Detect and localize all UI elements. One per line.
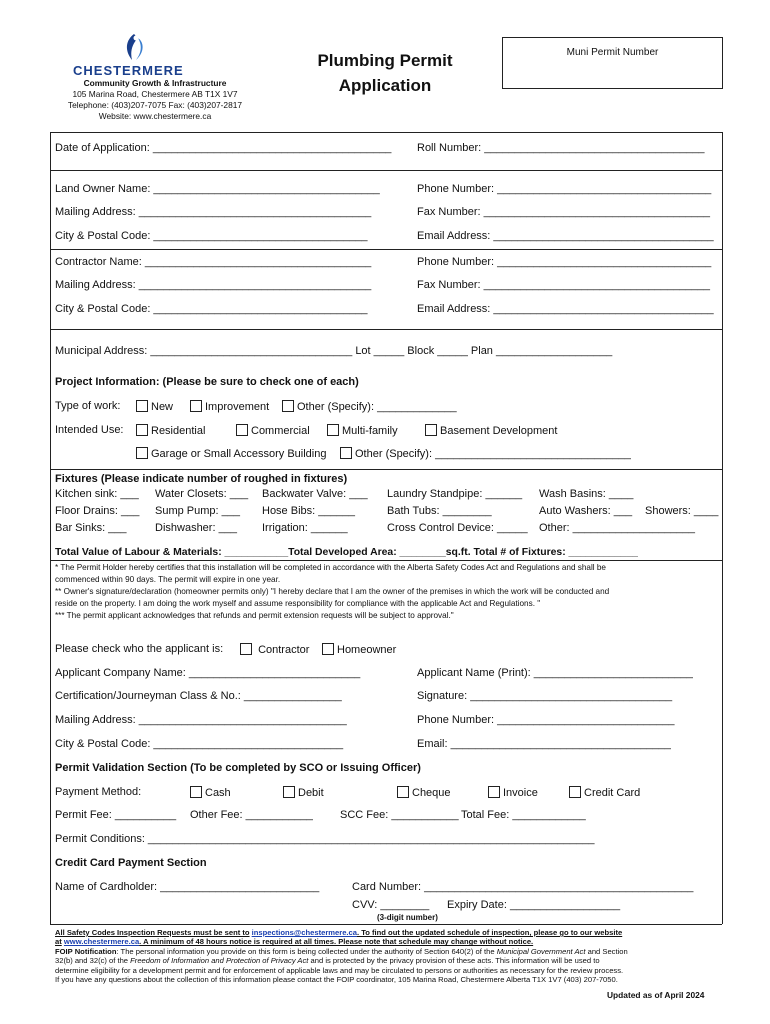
checkbox[interactable] <box>236 424 248 436</box>
contractor-phone-field[interactable]: Phone Number: ___________________________________ <box>417 256 712 268</box>
permit-fee-field[interactable]: Permit Fee: __________ <box>55 809 177 821</box>
frame-right <box>722 132 723 924</box>
bar-sinks-field[interactable]: Bar Sinks: ___ <box>55 522 127 534</box>
divider <box>50 924 722 925</box>
foip-text: 32(b) and 32(c) of the <box>55 956 129 966</box>
option-label: New <box>151 401 174 413</box>
intended-use-label: Intended Use: <box>55 424 124 436</box>
use-other-option[interactable] <box>340 447 631 460</box>
other-fixture-field[interactable]: Other: ____________________ <box>539 522 695 534</box>
footer-notice <box>55 928 628 984</box>
cvv-field[interactable]: CVV: ________ <box>352 899 430 911</box>
foip-text: and Section <box>587 946 628 956</box>
applicant-name-field[interactable]: Applicant Name (Print): __________________________ <box>417 667 693 679</box>
foip-act: Municipal Government Act <box>496 946 586 956</box>
option-label: Contractor <box>258 644 310 656</box>
title-line-2: Application <box>338 76 432 95</box>
applicant-mailing-field[interactable]: Mailing Address: __________________________________ <box>55 714 347 726</box>
cardholder-name-field[interactable]: Name of Cardholder: __________________________ <box>55 881 320 893</box>
note-line: commenced within 90 days. The permit will expire in one year. <box>55 575 281 584</box>
option-label: Residential <box>151 425 206 437</box>
foip-text: If you have any questions about the collection of this information please contact the FOIP coordinator, 105 Marina Road, Chestermere Alberta T1X 1V7 (403) 207-7050. <box>55 975 618 985</box>
certification-field[interactable]: Certification/Journeyman Class & No.: ________________ <box>55 690 342 702</box>
org-website: Website: www.chestermere.ca <box>98 111 212 121</box>
water-closets-field[interactable]: Water Closets: ___ <box>155 488 249 500</box>
floor-drains-field[interactable]: Floor Drains: ___ <box>55 505 140 517</box>
sump-pump-field[interactable]: Sump Pump: ___ <box>155 505 240 517</box>
divider <box>50 249 722 250</box>
total-fee-field[interactable]: Total Fee: ____________ <box>461 809 586 821</box>
divider <box>50 560 722 561</box>
backwater-valve-field[interactable]: Backwater Valve: ___ <box>262 488 368 500</box>
divider <box>50 469 722 470</box>
checkbox[interactable] <box>327 424 339 436</box>
foip-act: Freedom of Information and Protection of Privacy Act <box>130 956 309 966</box>
auto-washers-field[interactable]: Auto Washers: ___ <box>539 505 633 517</box>
website-link[interactable]: www.chestermere.ca <box>63 937 140 947</box>
note-line: * The Permit Holder hereby certifies that this installation will be completed in accordance with the Alberta Safety Codes Act and Regulations and shall be <box>55 563 606 572</box>
date-of-application-field[interactable]: Date of Application: _______________________________________ <box>55 142 392 154</box>
irrigation-field[interactable]: Irrigation: ______ <box>262 522 348 534</box>
divider <box>50 329 722 330</box>
checkbox[interactable] <box>136 424 148 436</box>
checkbox[interactable] <box>136 400 148 412</box>
payment-debit-option[interactable] <box>283 786 324 799</box>
frame-left <box>50 132 51 924</box>
checkbox[interactable] <box>136 447 148 459</box>
owner-mailing-field[interactable]: Mailing Address: ______________________________________ <box>55 206 372 218</box>
muni-permit-box[interactable] <box>502 37 723 89</box>
applicant-email-field[interactable]: Email: ____________________________________ <box>417 738 671 750</box>
note-line: reside on the property. I am doing the work myself and assume responsibility for compliance with the applicable Act and Regulations. " <box>55 599 541 608</box>
wash-basins-field[interactable]: Wash Basins: ____ <box>539 488 634 500</box>
applicant-phone-field[interactable]: Phone Number: _____________________________ <box>417 714 675 726</box>
use-garage-option[interactable] <box>136 447 326 460</box>
chestermere-logo <box>112 32 156 67</box>
option-label: Other (Specify): _____________ <box>297 401 457 413</box>
type-of-work-label: Type of work: <box>55 400 121 412</box>
owner-email-field[interactable]: Email Address: ____________________________________ <box>417 230 714 242</box>
org-name: Community Growth & Infrastructure <box>83 78 227 88</box>
showers-field[interactable]: Showers: ____ <box>645 505 719 517</box>
payment-method-label: Payment Method: <box>55 786 142 798</box>
permit-conditions-field[interactable]: Permit Conditions: _________________________________________________________________________ <box>55 833 595 845</box>
foip-text: determine eligibility for a development permit and for enforcement of applicable laws and may be circulated to persons or authorities as necessary for the review process. <box>55 965 624 975</box>
logo-icon <box>112 32 156 62</box>
type-other-option[interactable] <box>282 400 457 413</box>
land-owner-name-field[interactable]: Land Owner Name: _____________________________________ <box>55 183 380 195</box>
type-improvement-option[interactable] <box>190 400 269 413</box>
owner-phone-field[interactable]: Phone Number: ___________________________________ <box>417 183 712 195</box>
checkbox[interactable] <box>425 424 437 436</box>
option-label: Cash <box>205 787 231 799</box>
option-label: Garage or Small Accessory Building <box>151 448 327 460</box>
checkbox[interactable] <box>240 643 252 655</box>
applicant-homeowner-option[interactable] <box>322 643 396 656</box>
applicant-type-label: Please check who the applicant is: <box>55 643 224 655</box>
dishwasher-field[interactable]: Dishwasher: ___ <box>155 522 237 534</box>
totals-line[interactable]: Total Value of Labour & Materials: ___________Total Developed Area: ________sq.ft. Total # of Fixtures: ____________ <box>55 547 638 558</box>
option-label: Homeowner <box>337 644 397 656</box>
credit-card-heading: Credit Card Payment Section <box>55 857 207 869</box>
foip-text: : The personal information you provide on this form is being collected under the authority of Section 640(2) of the <box>116 946 495 956</box>
org-address: 105 Marina Road, Chestermere AB T1X 1V7 <box>72 89 238 99</box>
certification-notes <box>55 562 609 622</box>
checkbox[interactable] <box>282 400 294 412</box>
option-label: Credit Card <box>584 787 641 799</box>
divider <box>50 132 722 133</box>
use-multifamily-option[interactable] <box>327 424 398 437</box>
use-commercial-option[interactable] <box>236 424 310 437</box>
updated-date: Updated as of April 2024 <box>607 990 705 1000</box>
note-line: *** The permit applicant acknowledges that refunds and permit extension requests will be subject to approval." <box>55 611 454 620</box>
foip-label: FOIP Notification <box>55 946 117 956</box>
option-label: Improvement <box>205 401 270 413</box>
org-phone: Telephone: (403)207-7075 Fax: (403)207-2817 <box>67 100 243 110</box>
applicant-contractor-option[interactable] <box>240 643 309 656</box>
inspection-email-link[interactable]: inspections@chestermere.ca <box>251 928 357 937</box>
owner-fax-field[interactable]: Fax Number: _____________________________________ <box>417 206 710 218</box>
cross-control-field[interactable]: Cross Control Device: _____ <box>387 522 528 534</box>
expiry-date-field[interactable]: Expiry Date: __________________ <box>447 899 621 911</box>
option-label: Basement Development <box>440 425 558 437</box>
at-text: at <box>55 937 62 947</box>
muni-permit-label: Muni Permit Number <box>566 47 659 58</box>
checkbox[interactable] <box>322 643 334 655</box>
validation-heading: Permit Validation Section (To be completed by SCO or Issuing Officer) <box>55 762 421 774</box>
signature-field[interactable]: Signature: _________________________________ <box>417 690 673 702</box>
inspection-request-text: All Safety Codes Inspection Requests must be sent to <box>55 928 250 937</box>
cvv-digit-note: (3-digit number) <box>377 913 438 922</box>
checkbox[interactable] <box>488 786 500 798</box>
fixtures-heading: Fixtures (Please indicate number of roughed in fixtures) <box>55 473 348 485</box>
contractor-email-field[interactable]: Email Address: ____________________________________ <box>417 303 714 315</box>
checkbox[interactable] <box>340 447 352 459</box>
foip-text: and is protected by the privacy provision of these acts. This information will be used to <box>310 956 600 966</box>
payment-credit-card-option[interactable] <box>569 786 640 799</box>
bath-tubs-field[interactable]: Bath Tubs: ________ <box>387 505 492 517</box>
option-label: Other (Specify): ________________________________ <box>355 448 631 460</box>
title-line-1: Plumbing Permit <box>317 51 453 70</box>
type-new-option[interactable] <box>136 400 173 413</box>
other-fee-field[interactable]: Other Fee: ___________ <box>190 809 313 821</box>
checkbox[interactable] <box>190 400 202 412</box>
use-basement-option[interactable] <box>425 424 557 437</box>
contractor-mailing-field[interactable]: Mailing Address: ______________________________________ <box>55 279 372 291</box>
checkbox[interactable] <box>569 786 581 798</box>
option-label: Invoice <box>503 787 538 799</box>
card-number-field[interactable]: Card Number: ____________________________________________ <box>352 881 694 893</box>
contractor-fax-field[interactable]: Fax Number: _____________________________________ <box>417 279 710 291</box>
hose-bibs-field[interactable]: Hose Bibs: ______ <box>262 505 355 517</box>
option-label: Commercial <box>251 425 310 437</box>
owner-city-field[interactable]: City & Postal Code: ___________________________________ <box>55 230 368 242</box>
page-title <box>300 48 470 98</box>
logo-name: CHESTERMERE <box>73 63 184 78</box>
use-residential-option[interactable] <box>136 424 205 437</box>
contractor-name-field[interactable]: Contractor Name: _____________________________________ <box>55 256 372 268</box>
kitchen-sink-field[interactable]: Kitchen sink: ___ <box>55 488 139 500</box>
payment-cash-option[interactable] <box>190 786 231 799</box>
project-info-heading: Project Information: (Please be sure to check one of each) <box>55 376 359 388</box>
applicant-company-field[interactable]: Applicant Company Name: ____________________________ <box>55 667 361 679</box>
option-label: Debit <box>298 787 324 799</box>
applicant-city-field[interactable]: City & Postal Code: _______________________________ <box>55 738 344 750</box>
checkbox[interactable] <box>283 786 295 798</box>
notice-text: . A minimum of 48 hours notice is required at all times. Please note that schedule may change without notice. <box>139 937 534 947</box>
payment-invoice-option[interactable] <box>488 786 538 799</box>
laundry-standpipe-field[interactable]: Laundry Standpipe: ______ <box>387 488 523 500</box>
payment-cheque-option[interactable] <box>397 786 451 799</box>
option-label: Multi-family <box>342 425 398 437</box>
checkbox[interactable] <box>190 786 202 798</box>
option-label: Cheque <box>412 787 451 799</box>
divider <box>50 170 722 171</box>
municipal-address-field[interactable]: Municipal Address: _________________________________ Lot _____ Block _____ Plan ___________________ <box>55 345 613 357</box>
roll-number-field[interactable]: Roll Number: ____________________________________ <box>417 142 705 154</box>
scc-fee-field[interactable]: SCC Fee: ___________ <box>340 809 459 821</box>
contractor-city-field[interactable]: City & Postal Code: ___________________________________ <box>55 303 368 315</box>
inspection-schedule-text: . To find out the updated schedule of inspection, please go to our website <box>356 928 623 937</box>
note-line: ** Owner's signature/declaration (homeowner permits only) "I hereby declare that I am the owner of the premises in which the work will be conducted and <box>55 587 610 596</box>
checkbox[interactable] <box>397 786 409 798</box>
